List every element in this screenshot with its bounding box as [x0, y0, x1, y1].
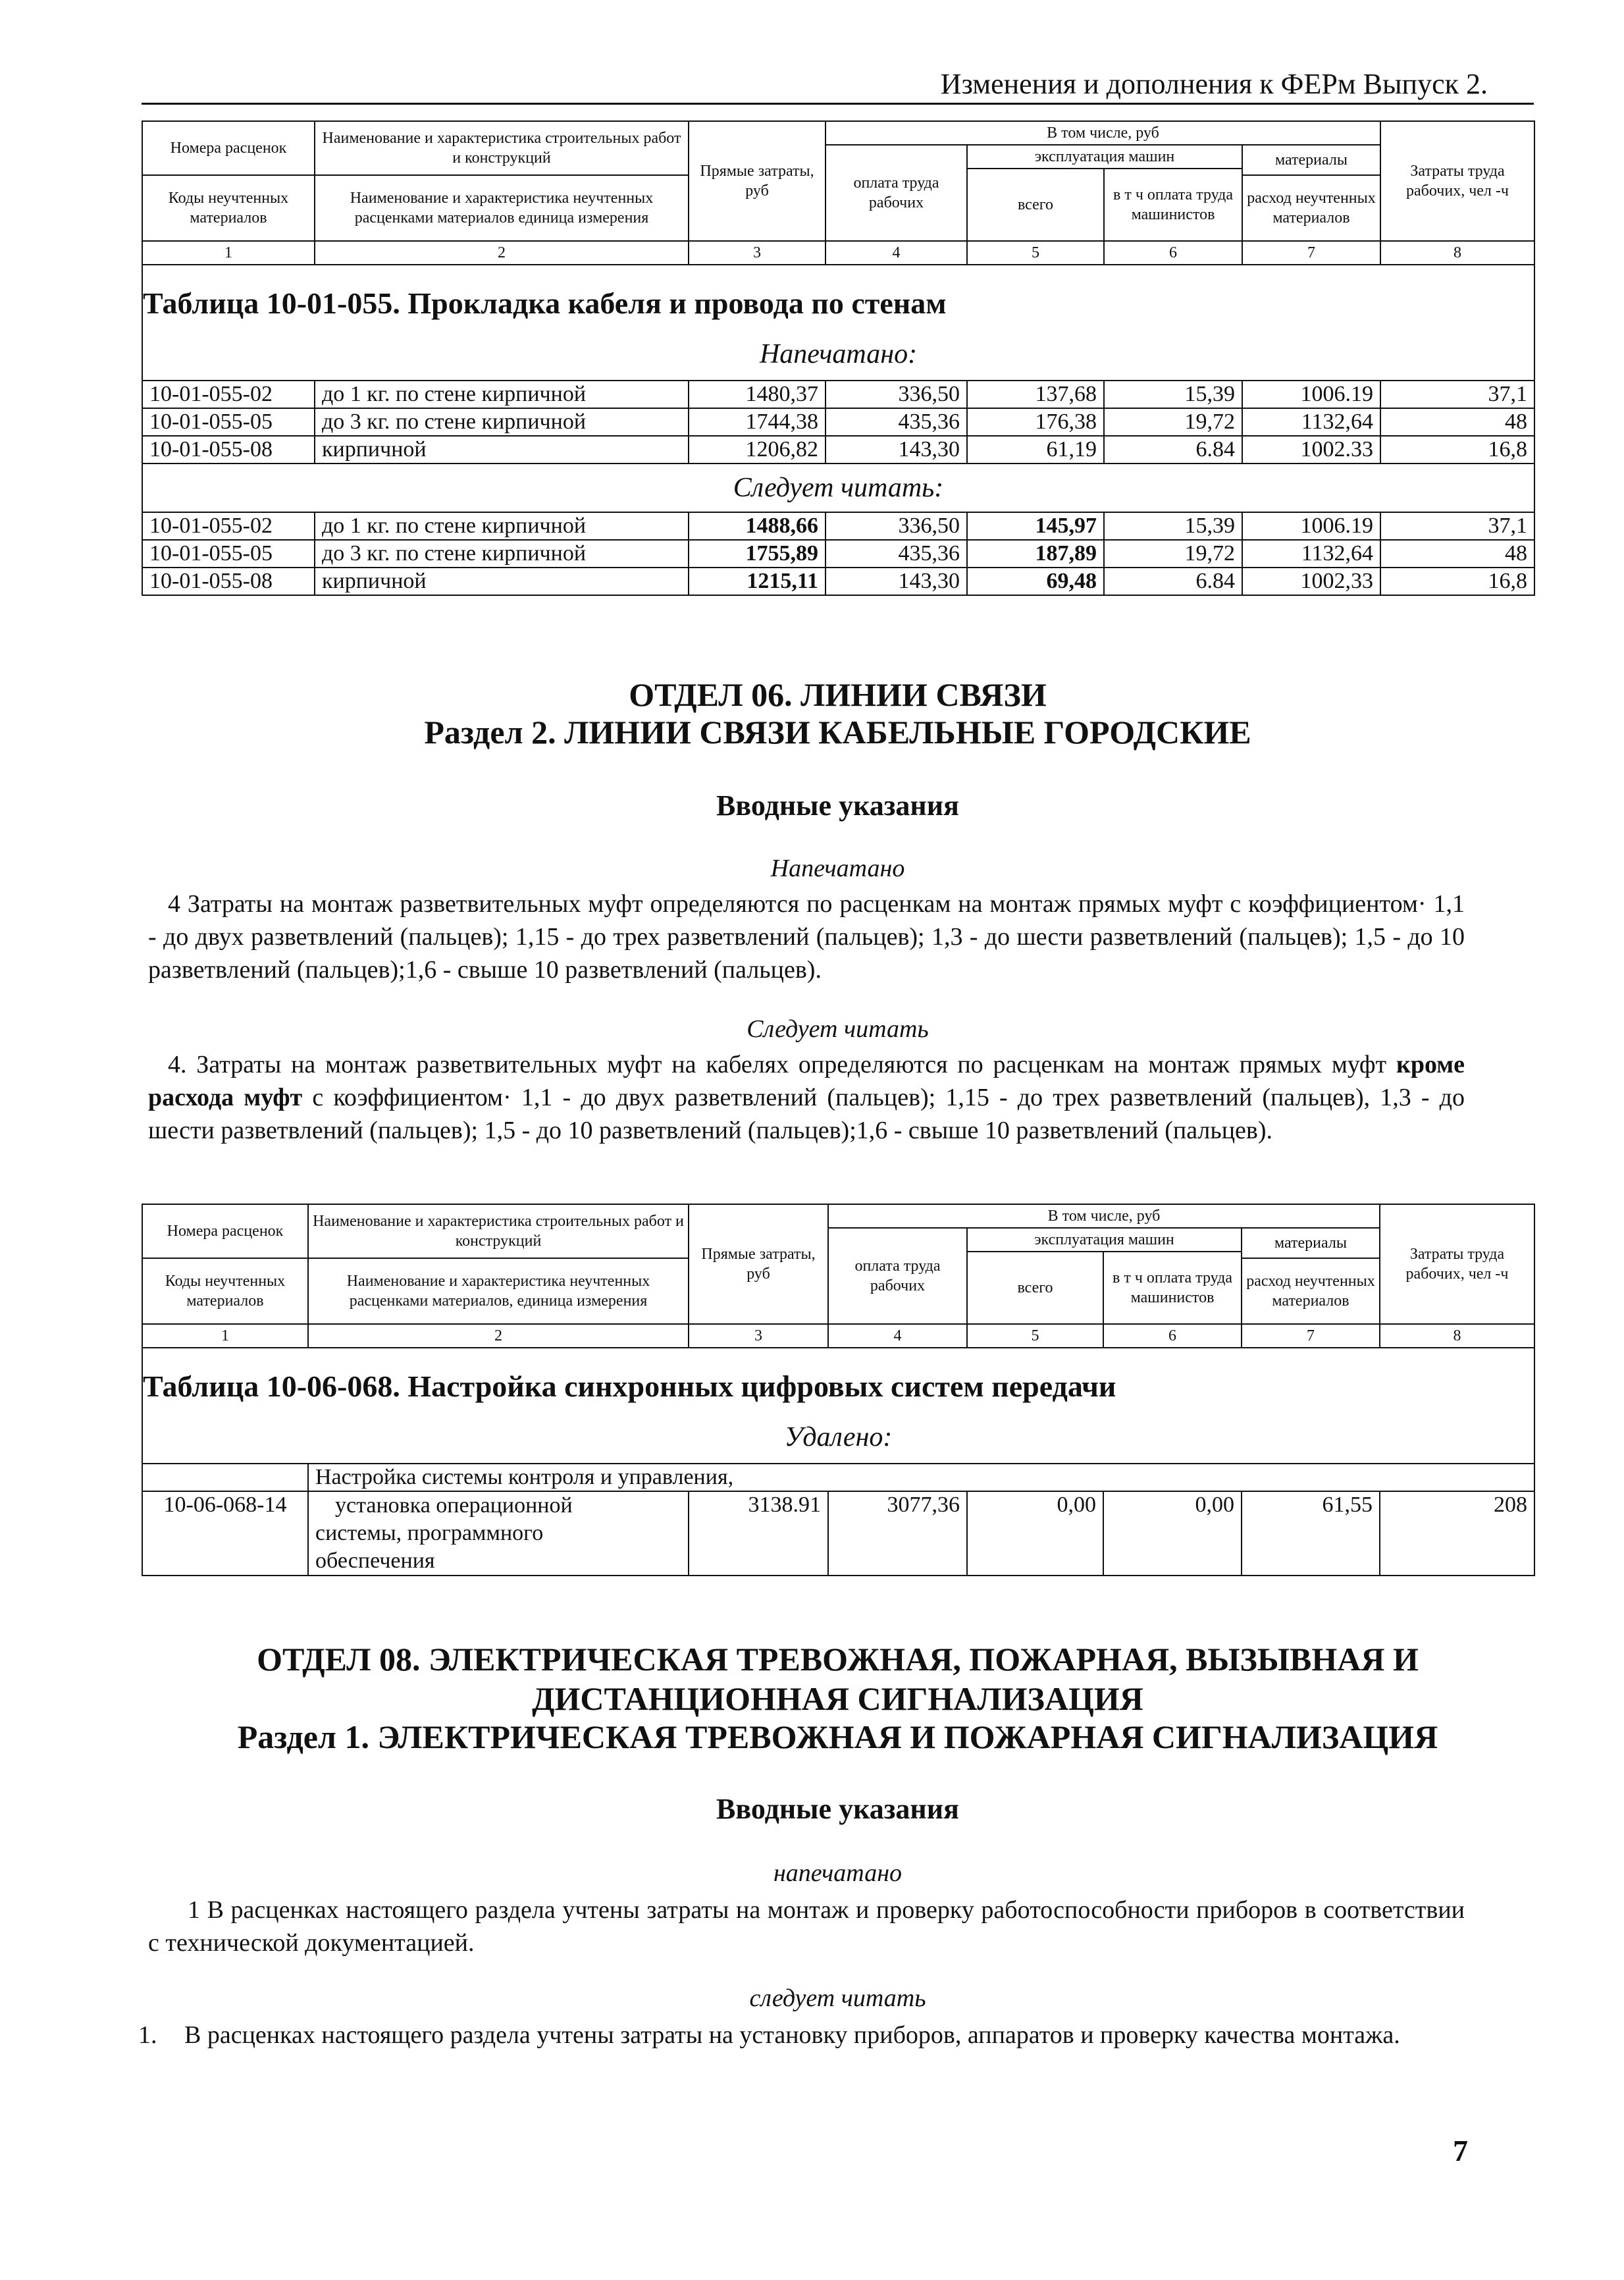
dept-06-heading: ОТДЕЛ 06. ЛИНИИ СВЯЗИ [629, 676, 1047, 713]
header-machines: эксплуатация машин [967, 1228, 1242, 1252]
direct-cost: 1206,82 [689, 436, 825, 464]
rate-name [308, 1491, 689, 1576]
direct-cost: 1755,89 [689, 540, 825, 568]
table-row [142, 568, 1534, 595]
labor-pay: 143,30 [825, 568, 967, 595]
header-col-name-top: Наименование и характеристика строительных работ и конструкций [315, 121, 689, 175]
materials: 61,55 [1242, 1491, 1380, 1576]
rate-code: 10-06-068-14 [142, 1491, 308, 1576]
rate-name-line: установка операционной [335, 1493, 573, 1518]
section-2-heading: Раздел 2. ЛИНИИ СВЯЗИ КАБЕЛЬНЫЕ ГОРОДСКИЕ [424, 714, 1251, 751]
read-text-part: с коэффициентом· 1,1 - до двух разветвлений (пальцев); 1,15 - до трех разветвлений (пальцев), 1,3 - до шести разветвлений (пальцев); 1,5 - до 10 разветвлений (пальцев);1,6 - свыше 10 разветвлений (пальцев). [148, 1084, 1465, 1144]
col-num: 4 [825, 241, 967, 265]
col-num: 3 [689, 1324, 828, 1348]
rate-name-line: системы, программного [315, 1521, 544, 1545]
table-10-06-068 [142, 1204, 1535, 1576]
section-1-heading: Раздел 1. ЭЛЕКТРИЧЕСКАЯ ТРЕВОЖНАЯ И ПОЖАРНАЯ СИГНАЛИЗАЦИЯ [237, 1718, 1438, 1755]
running-head: Изменения и дополнения к ФЕРм Выпуск 2. [940, 68, 1488, 100]
labor-hours: 48 [1380, 540, 1534, 568]
header-incl-drivers: в т ч оплата труда машинистов [1104, 169, 1242, 241]
read-label: следует читать [749, 1984, 926, 2012]
labor-pay: 435,36 [825, 408, 967, 436]
header-col-name-top: Наименование и характеристика строительных работ и конструкций [308, 1204, 689, 1258]
col-num: 2 [308, 1324, 689, 1348]
col-num: 1 [142, 1324, 308, 1348]
header-labor-pay: оплата труда рабочих [825, 145, 967, 241]
empty-cell [142, 1464, 308, 1491]
drivers-pay: 6.84 [1104, 568, 1242, 595]
labor-hours: 16,8 [1380, 436, 1534, 464]
header-col-codes-top: Номера расценок [142, 1204, 308, 1258]
labor-pay: 143,30 [825, 436, 967, 464]
header-including: В том числе, руб [825, 121, 1380, 145]
drivers-pay: 15,39 [1104, 512, 1242, 540]
intro-heading: Вводные указания [716, 1793, 959, 1825]
header-labor-pay: оплата труда рабочих [828, 1228, 967, 1324]
col-num: 7 [1242, 241, 1380, 265]
machines-total: 145,97 [967, 512, 1104, 540]
table-row [142, 512, 1534, 540]
labor-hours: 16,8 [1380, 568, 1534, 595]
table-row [142, 1491, 1534, 1576]
rate-code: 10-01-055-05 [142, 540, 315, 568]
header-machines: эксплуатация машин [967, 145, 1242, 169]
rate-name: кирпичной [315, 436, 689, 464]
table-title: Таблица 10-06-068. Настройка синхронных цифровых систем передачи [142, 1348, 1534, 1412]
read-text-bold: кроме расхода муфт [148, 1051, 1465, 1111]
header-labor: Затраты труда рабочих, чел -ч [1380, 121, 1534, 241]
header-col-direct: Прямые затраты, руб [689, 121, 825, 241]
header-rule [142, 103, 1534, 105]
rate-name: до 1 кг. по стене кирпичной [315, 512, 689, 540]
printed-paragraph: 1 В расценках настоящего раздела учтены затраты на монтаж и проверку работоспособности приборов в соответствии с технической документацией. [148, 1896, 1465, 1957]
machines-total: 187,89 [967, 540, 1104, 568]
col-num: 5 [967, 241, 1104, 265]
materials: 1132,64 [1242, 408, 1380, 436]
machines-total: 137,68 [967, 381, 1104, 408]
labor-hours: 37,1 [1380, 512, 1534, 540]
labor-hours: 208 [1380, 1491, 1534, 1576]
direct-cost: 1215,11 [689, 568, 825, 595]
table-10-01-055 [142, 120, 1535, 596]
read-paragraph [138, 2019, 1465, 2052]
col-num: 1 [142, 241, 315, 265]
group-heading: Настройка системы контроля и управления, [308, 1464, 1534, 1491]
header-col-name-bottom: Наименование и характеристика неучтенных расценками материалов, единица измерения [308, 1258, 689, 1324]
col-num: 8 [1380, 241, 1534, 265]
table-row [142, 381, 1534, 408]
drivers-pay: 15,39 [1104, 381, 1242, 408]
labor-pay: 3077,36 [828, 1491, 967, 1576]
printed-label: Напечатано: [142, 329, 1534, 381]
rate-code: 10-01-055-08 [142, 568, 315, 595]
col-num: 5 [967, 1324, 1103, 1348]
header-unaccounted: расход неучтенных материалов [1242, 1258, 1380, 1324]
read-label: Следует читать: [142, 464, 1534, 512]
header-labor: Затраты труда рабочих, чел -ч [1380, 1204, 1534, 1324]
read-text: В расценках настоящего раздела учтены затраты на установку приборов, аппаратов и проверку качества монтажа. [184, 2021, 1400, 2049]
header-materials: материалы [1242, 145, 1380, 175]
rate-code: 10-01-055-05 [142, 408, 315, 436]
rate-code: 10-01-055-02 [142, 381, 315, 408]
labor-hours: 48 [1380, 408, 1534, 436]
labor-pay: 435,36 [825, 540, 967, 568]
header-unaccounted: расход неучтенных материалов [1242, 175, 1380, 241]
rate-code: 10-01-055-02 [142, 512, 315, 540]
list-number: 1. [138, 2021, 157, 2049]
header-incl-drivers: в т ч оплата труда машинистов [1103, 1252, 1242, 1324]
dept-08-heading-line1: ОТДЕЛ 08. ЭЛЕКТРИЧЕСКАЯ ТРЕВОЖНАЯ, ПОЖАРНАЯ, ВЫЗЫВНАЯ И [257, 1641, 1419, 1678]
col-num: 4 [828, 1324, 967, 1348]
header-col-codes-top: Номера расценок [142, 121, 315, 175]
labor-hours: 37,1 [1380, 381, 1534, 408]
materials: 1006.19 [1242, 512, 1380, 540]
page-number: 7 [1453, 2134, 1468, 2167]
rate-name: до 1 кг. по стене кирпичной [315, 381, 689, 408]
rate-name: кирпичной [315, 568, 689, 595]
machines-total: 0,00 [967, 1491, 1103, 1576]
col-num: 7 [1242, 1324, 1380, 1348]
drivers-pay: 19,72 [1104, 408, 1242, 436]
read-label: Следует читать [747, 1015, 929, 1043]
header-col-codes-bottom: Коды неучтенных материалов [142, 175, 315, 241]
read-paragraph [148, 1048, 1465, 1147]
machines-total: 176,38 [967, 408, 1104, 436]
materials: 1006.19 [1242, 381, 1380, 408]
col-num: 2 [315, 241, 689, 265]
header-total: всего [967, 1252, 1103, 1324]
header-col-name-bottom: Наименование и характеристика неучтенных расценками материалов единица измерения [315, 175, 689, 241]
deleted-label: Удалено: [142, 1412, 1534, 1464]
col-num: 8 [1380, 1324, 1534, 1348]
drivers-pay: 19,72 [1104, 540, 1242, 568]
direct-cost: 3138.91 [689, 1491, 828, 1576]
dept-08-heading-line2: ДИСТАНЦИОННАЯ СИГНАЛИЗАЦИЯ [532, 1680, 1143, 1717]
machines-total: 69,48 [967, 568, 1104, 595]
header-including: В том числе, руб [828, 1204, 1380, 1228]
labor-pay: 336,50 [825, 512, 967, 540]
rate-code: 10-01-055-08 [142, 436, 315, 464]
header-materials: материалы [1242, 1228, 1380, 1258]
printed-paragraph: 4 Затраты на монтаж разветвительных муфт определяются по расценкам на монтаж прямых муфт с коэффициентом· 1,1 - до двух разветвлений (пальцев); 1,15 - до трех разветвлений (пальцев); 1,3 - до шести разветвлений (пальцев); 1,5 - до 10 разветвлений (пальцев);1,6 - свыше 10 разветвлений (пальцев). [148, 890, 1465, 984]
table-row [142, 436, 1534, 464]
direct-cost: 1488,66 [689, 512, 825, 540]
read-text-part: 4. Затраты на монтаж разветвительных муфт на кабелях определяются по расценкам на монтаж прямых муфт [168, 1051, 1396, 1078]
col-num: 6 [1103, 1324, 1242, 1348]
table-row [142, 408, 1534, 436]
machines-total: 61,19 [967, 436, 1104, 464]
table-title: Таблица 10-01-055. Прокладка кабеля и провода по стенам [142, 265, 1534, 329]
intro-heading: Вводные указания [716, 789, 959, 822]
col-num: 3 [689, 241, 825, 265]
labor-pay: 336,50 [825, 381, 967, 408]
header-col-codes-bottom: Коды неучтенных материалов [142, 1258, 308, 1324]
materials: 1002,33 [1242, 568, 1380, 595]
direct-cost: 1480,37 [689, 381, 825, 408]
drivers-pay: 6.84 [1104, 436, 1242, 464]
header-col-direct: Прямые затраты, руб [689, 1204, 828, 1324]
rate-name-line: обеспечения [315, 1549, 435, 1573]
col-num: 6 [1104, 241, 1242, 265]
printed-label: напечатано [773, 1859, 903, 1887]
rate-name: до 3 кг. по стене кирпичной [315, 540, 689, 568]
table-row [142, 540, 1534, 568]
drivers-pay: 0,00 [1103, 1491, 1242, 1576]
printed-label: Напечатано [770, 855, 905, 882]
direct-cost: 1744,38 [689, 408, 825, 436]
rate-name: до 3 кг. по стене кирпичной [315, 408, 689, 436]
materials: 1002.33 [1242, 436, 1380, 464]
header-total: всего [967, 169, 1104, 241]
materials: 1132,64 [1242, 540, 1380, 568]
